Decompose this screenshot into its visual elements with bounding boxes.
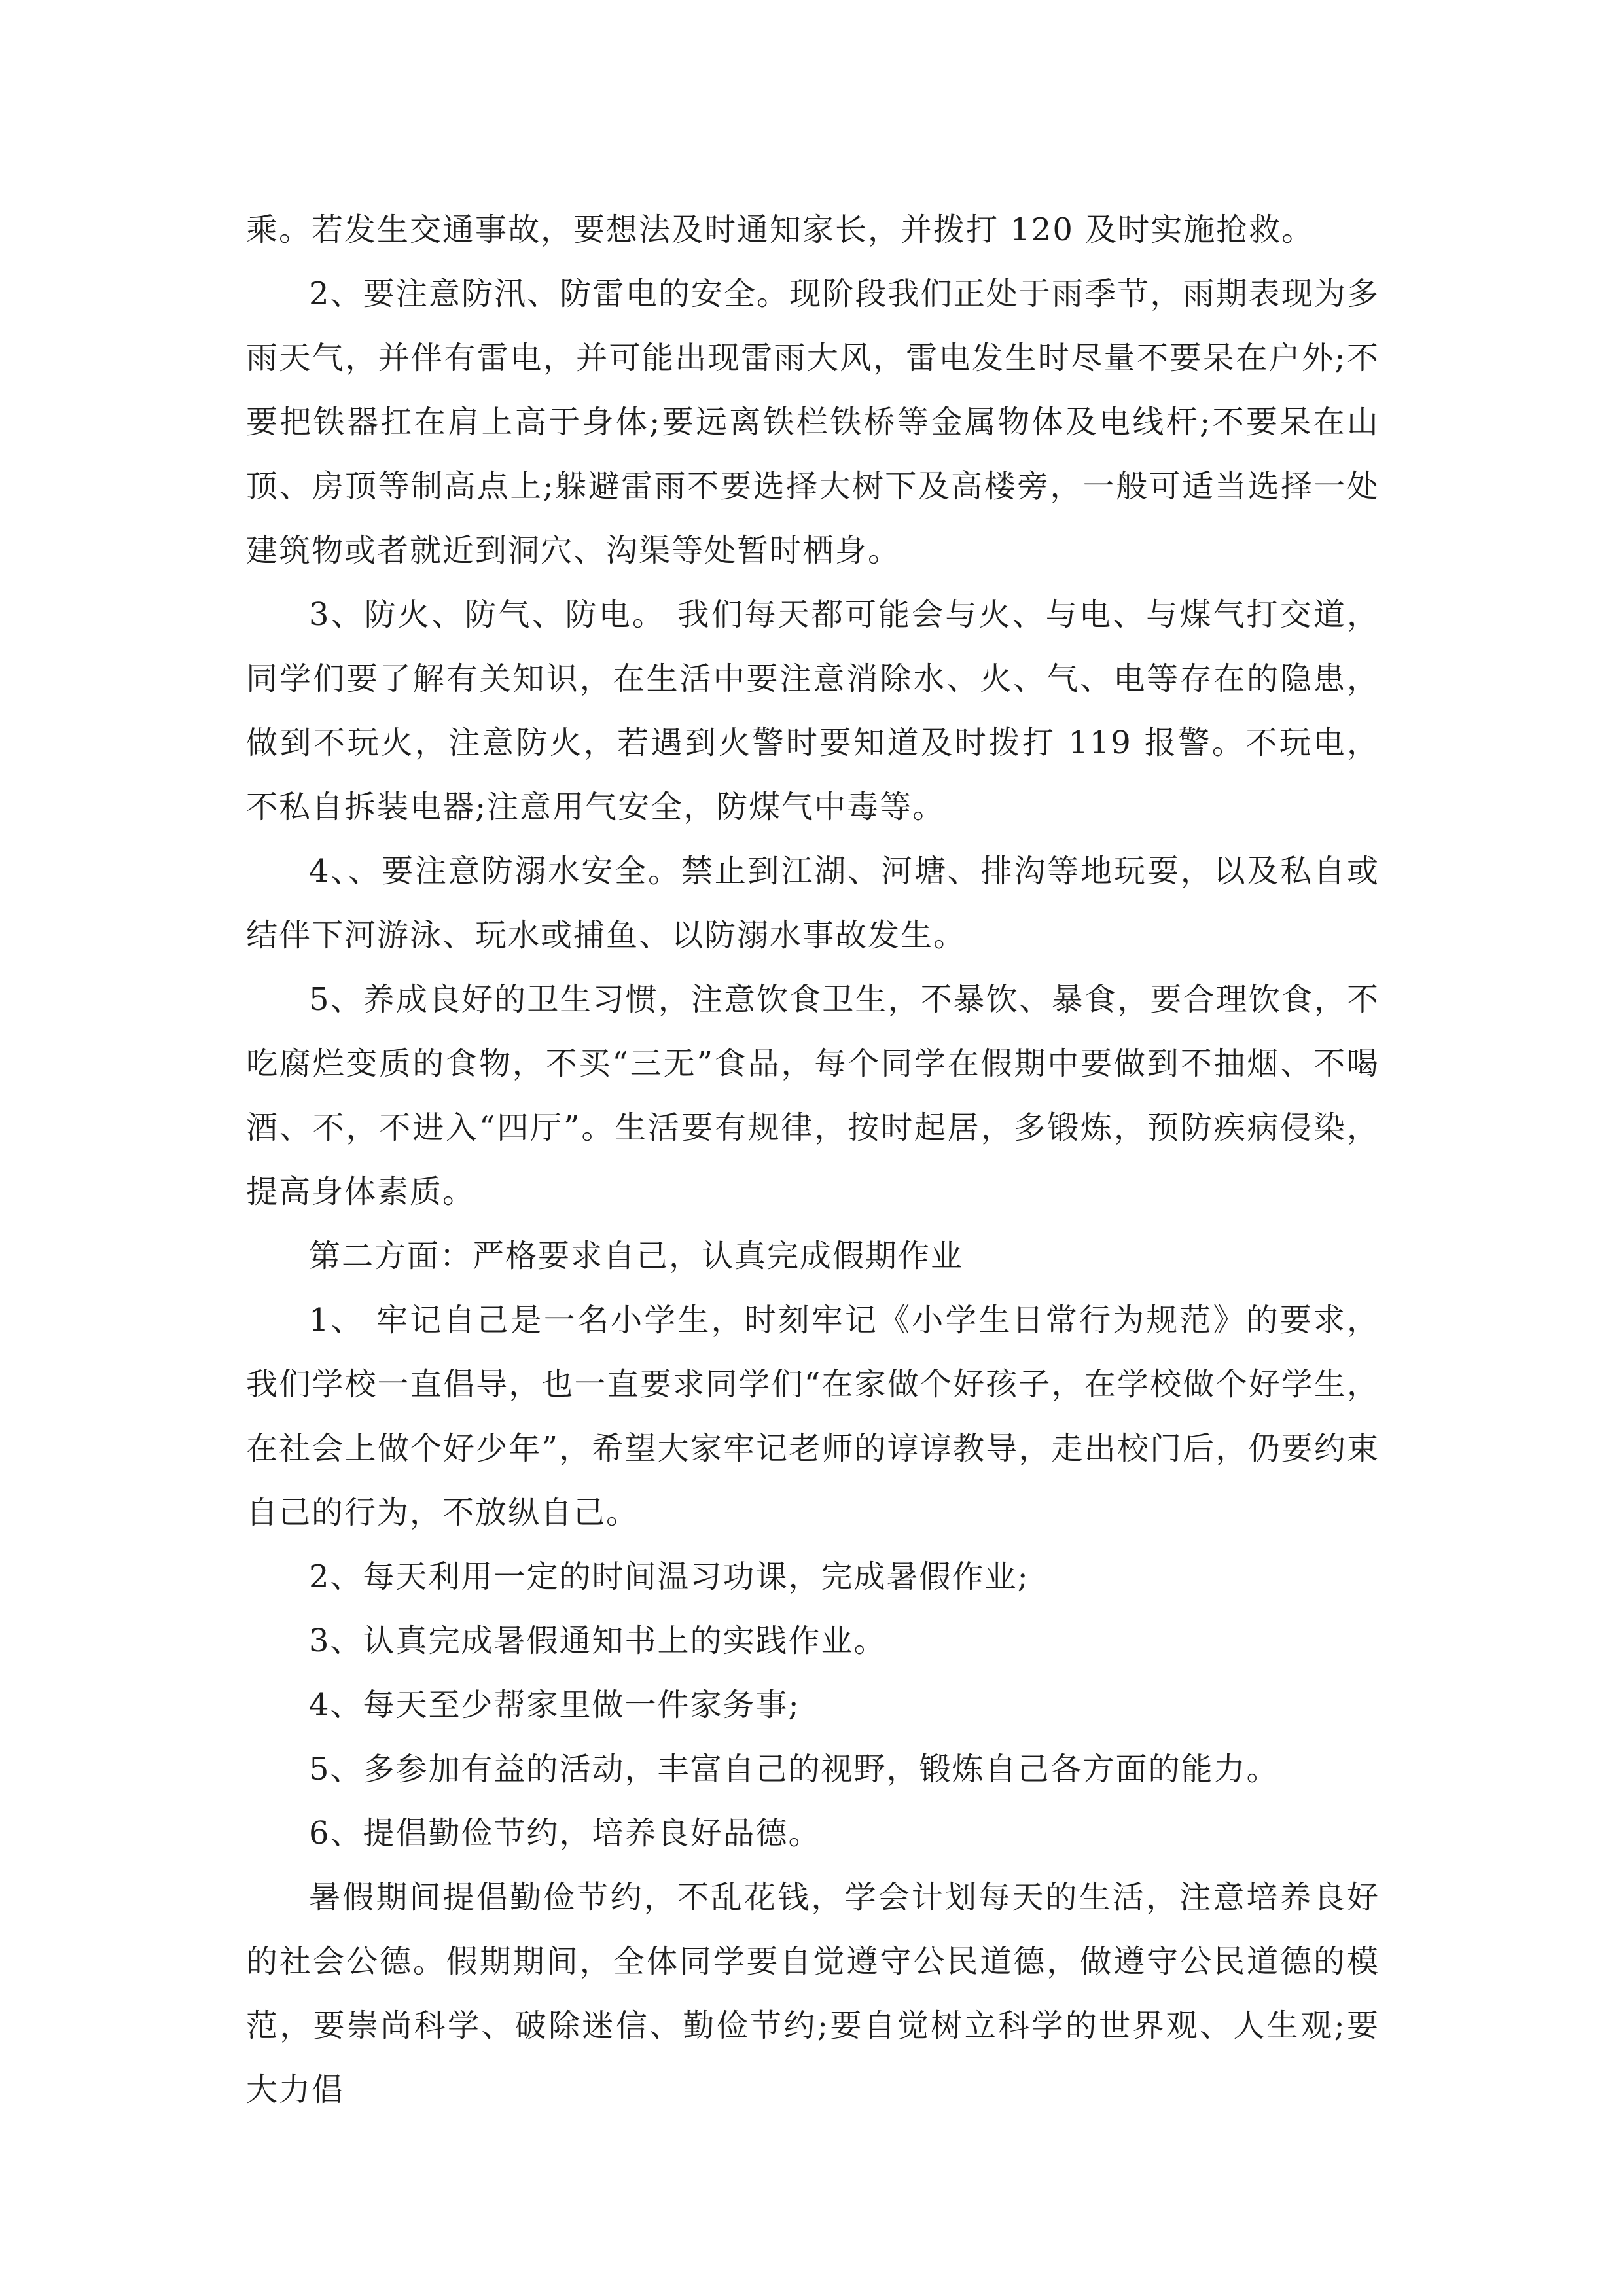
paragraph-practice-work: 3、认真完成暑假通知书上的实践作业。 (309, 1623, 887, 1659)
section-heading: 第二方面：严格要求自己，认真完成假期作业 (309, 1238, 964, 1274)
paragraph-code-of-conduct: 1、 牢记自己是一名小学生，时刻牢记《小学生日常行为规范》的要求，我们学校一直倡导，也一直要求同学们“在家做个好孩子，在学校做个好学生，在社会上做个好少年”，希望大家牢记老师的谆谆教导，走出校门后，仍要约束自己的行为，不放纵自己。 (246, 1302, 1380, 1531)
paragraph-continuation: 乘。若发生交通事故，要想法及时通知家长，并拨打 120 及时实施抢救。 (246, 211, 1315, 248)
document-body (246, 198, 1380, 2122)
paragraph-fire-gas-electric-safety: 3、防火、防气、防电。 我们每天都可能会与火、与电、与煤气打交道，同学们要了解有关知识，在生活中要注意消除水、火、气、电等存在的隐患，做到不玩火，注意防火，若遇到火警时要知道及时拨打 119 报警。不玩电，不私自拆装电器;注意用气安全，防煤气中毒等。 (246, 596, 1380, 825)
paragraph-housework: 4、每天至少帮家里做一件家务事; (309, 1687, 800, 1723)
paragraph-activities: 5、多参加有益的活动，丰富自己的视野，锻炼自己各方面的能力。 (309, 1751, 1279, 1787)
paragraph-public-morality: 暑假期间提倡勤俭节约，不乱花钱，学会计划每天的生活，注意培养良好的社会公德。假期期间，全体同学要自觉遵守公民道德，做遵守公民道德的模范，要崇尚科学、破除迷信、勤俭节约;要自觉树立科学的世界观、人生观;要大力倡 (246, 1879, 1380, 2108)
paragraph-homework: 2、每天利用一定的时间温习功课，完成暑假作业; (309, 1558, 1029, 1595)
paragraph-thrift: 6、提倡勤俭节约，培养良好品德。 (309, 1815, 821, 1852)
paragraph-flood-lightning-safety: 2、要注意防汛、防雷电的安全。现阶段我们正处于雨季节，雨期表现为多雨天气，并伴有雷电，并可能出现雷雨大风，雷电发生时尽量不要呆在户外;不要把铁器扛在肩上高于身体;要远离铁栏铁桥等金属物体及电线杆;不要呆在山顶、房顶等制高点上;躲避雷雨不要选择大树下及高楼旁，一般可适当选择一处建筑物或者就近到洞穴、沟渠等处暂时栖身。 (246, 276, 1380, 569)
paragraph-hygiene-habits: 5、养成良好的卫生习惯，注意饮食卫生，不暴饮、暴食，要合理饮食，不吃腐烂变质的食物，不买“三无”食品，每个同学在假期中要做到不抽烟、不喝酒、不，不进入“四厅”。生活要有规律，按时起居，多锻炼，预防疾病侵染，提高身体素质。 (246, 981, 1380, 1210)
paragraph-drowning-safety: 4、、要注意防溺水安全。禁止到江湖、河塘、排沟等地玩耍，以及私自或结伴下河游泳、玩水或捕鱼、以防溺水事故发生。 (246, 853, 1380, 954)
